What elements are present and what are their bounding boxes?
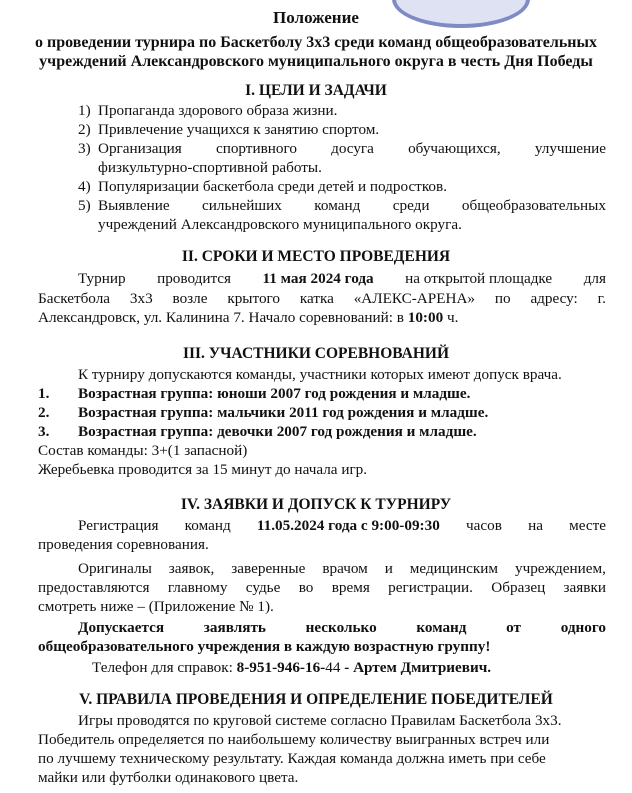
goal-number: 2): [78, 121, 91, 138]
word: Баскетбола: [38, 290, 111, 307]
applications-line3: смотреть ниже – (Приложение № 1).: [38, 598, 274, 615]
age-group: Возрастная группа: мальчики 2011 год рождения и младше.: [78, 404, 489, 421]
word: Выявление: [98, 197, 170, 214]
word: спортивного: [215, 140, 297, 157]
goal-item: [98, 197, 606, 215]
section3-heading: III. УЧАСТНИКИ СОРЕВНОВАНИЙ: [182, 345, 450, 362]
word: во: [298, 579, 314, 596]
admission-line2: общеобразовательного учреждения в каждую возрастную группу!: [38, 638, 491, 655]
word: несколько: [305, 619, 377, 636]
time-unit: ч.: [443, 309, 459, 326]
address-text: Александровск, ул. Калинина 7. Начало соревнований: в: [38, 309, 408, 326]
word: время: [331, 579, 370, 596]
venue-name: «АЛЕКС-АРЕНА»: [353, 290, 476, 307]
word: Регистрация: [78, 517, 159, 534]
group-number: 3.: [38, 423, 50, 440]
goal-item-continuation: физкультурно-спортивной работы.: [98, 159, 322, 176]
word: врачом: [322, 560, 368, 577]
word: Турнир: [78, 270, 126, 287]
goal-item: Пропаганда здорового образа жизни.: [98, 102, 338, 119]
word: главному: [167, 579, 228, 596]
goal-number: 4): [78, 178, 91, 195]
goal-number: 3): [78, 140, 91, 157]
age-group: Возрастная группа: девочки 2007 год рождения и младше.: [78, 423, 477, 440]
registration-datetime: 11.05.2024 года с 9:00-09:30: [256, 517, 440, 534]
document-title: Положение: [273, 8, 359, 27]
group-number: 2.: [38, 404, 50, 421]
goal-number: 5): [78, 197, 91, 214]
rules-line: Победитель определяется по наибольшему количеству выигранных встреч или: [38, 731, 550, 748]
word: регистрации.: [388, 579, 473, 596]
phone-number: 8-951-946-16-: [236, 659, 326, 676]
word: команд: [184, 517, 231, 534]
phone-number-tail: 44: [325, 659, 341, 676]
word: общеобразовательных: [461, 197, 606, 214]
goal-item: Привлечение учащихся к занятию спортом.: [98, 121, 380, 138]
section1-heading: I. ЦЕЛИ И ЗАДАЧИ: [245, 82, 387, 99]
word: одного: [560, 619, 606, 636]
word: возле: [172, 290, 208, 307]
word: среди: [392, 197, 430, 214]
word: на: [528, 517, 543, 534]
age-group: Возрастная группа: юноши 2007 год рождения и младше.: [78, 385, 471, 402]
applications-line1: [78, 560, 606, 578]
word: заявок,: [168, 560, 215, 577]
contact-phone-line: [92, 659, 491, 677]
word: судье: [245, 579, 281, 596]
word: на открытой площадке: [405, 270, 553, 287]
team-composition: Состав команды: 3+(1 запасной): [38, 442, 248, 459]
word: Оригиналы: [78, 560, 152, 577]
word: медицинским: [409, 560, 499, 577]
contact-name: - Артем Дмитриевич.: [340, 659, 492, 676]
schedule-line1: [78, 270, 606, 288]
word: команд: [416, 619, 467, 636]
word: и: [384, 560, 393, 577]
word: проводится: [157, 270, 232, 287]
word: улучшение: [534, 140, 606, 157]
section5-heading: V. ПРАВИЛА ПРОВЕДЕНИЯ И ОПРЕДЕЛЕНИЕ ПОБЕДИТЕЛЕЙ: [79, 691, 553, 708]
admission-line1: [78, 619, 606, 637]
word: крытого: [227, 290, 280, 307]
word: предоставляются: [38, 579, 150, 596]
start-time: 10:00: [407, 309, 444, 326]
word: адресу:: [530, 290, 578, 307]
word: Организация: [98, 140, 182, 157]
word: катка: [299, 290, 334, 307]
section4-heading: IV. ЗАЯВКИ И ДОПУСК К ТУРНИРУ: [180, 496, 452, 513]
word: Допускается: [78, 619, 165, 636]
word: по: [494, 290, 511, 307]
goal-item: Популяризации баскетбола среди детей и подростков.: [98, 178, 447, 195]
word: команд: [314, 197, 361, 214]
section2-heading: II. СРОКИ И МЕСТО ПРОВЕДЕНИЯ: [181, 248, 451, 265]
word: 3х3: [129, 290, 153, 307]
registration-line2: проведения соревнования.: [38, 536, 209, 553]
word: обучающихся,: [408, 140, 501, 157]
schedule-line2: [38, 290, 606, 308]
document-subtitle-line2: учреждений Александровского муниципального округа в честь Дня Победы: [39, 53, 593, 70]
word: от: [506, 619, 522, 636]
goal-number: 1): [78, 102, 91, 119]
word: досуга: [331, 140, 374, 157]
word: Образец: [491, 579, 546, 596]
word: учреждением,: [514, 560, 606, 577]
word: часов: [465, 517, 502, 534]
phone-label: Телефон для справок:: [92, 659, 237, 676]
word: сильнейших: [202, 197, 282, 214]
goal-item: [98, 140, 606, 158]
applications-line2: [38, 579, 606, 597]
draw-info: Жеребьевка проводится за 15 минут до начала игр.: [38, 461, 368, 478]
tournament-date: 11 мая 2024 года: [262, 270, 374, 287]
word: заявлять: [203, 619, 266, 636]
goal-item-continuation: учреждений Александровского муниципального округа.: [98, 216, 462, 233]
registration-line1: [78, 517, 606, 535]
group-number: 1.: [38, 385, 50, 402]
word: для: [583, 270, 606, 287]
document-subtitle-line1: о проведении турнира по Баскетболу 3х3 среди команд общеобразовательных: [34, 34, 597, 51]
word: месте: [569, 517, 606, 534]
rules-line: майки или футболки одинакового цвета.: [38, 769, 299, 786]
rules-line: Игры проводятся по круговой системе согласно Правилам Баскетбола 3х3.: [78, 712, 562, 729]
word: заверенные: [231, 560, 306, 577]
word: г.: [597, 290, 606, 307]
rules-line: по лучшему техническому результату. Каждая команда должна иметь при себе: [38, 750, 546, 767]
schedule-line3: [38, 309, 458, 327]
participants-intro: К турниру допускаются команды, участники которых имеют допуск врача.: [78, 366, 562, 383]
word: заявки: [563, 579, 606, 596]
